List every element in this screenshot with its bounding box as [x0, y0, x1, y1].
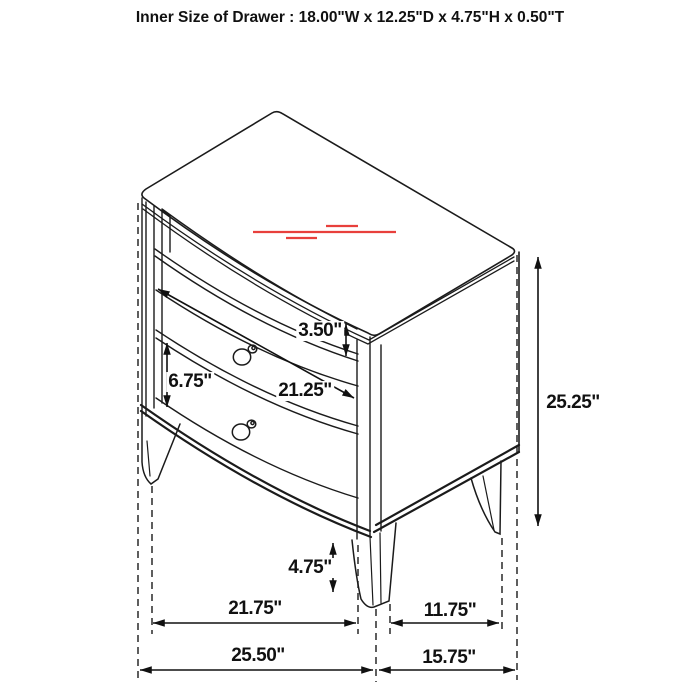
drawer-knob-2	[232, 420, 256, 440]
dimension-label-drawer-width: 21.25"	[278, 380, 332, 402]
red-annotation-marks	[253, 226, 396, 238]
dimension-label-overall-width: 25.50"	[231, 645, 285, 667]
drawer-2	[156, 338, 358, 498]
drawer-knob-1	[233, 345, 256, 365]
dimension-label-overall-depth: 15.75"	[422, 647, 476, 669]
front-right-post	[357, 337, 381, 539]
dimension-label-side-depth: 11.75"	[423, 600, 477, 622]
rear-right-leg	[471, 461, 501, 534]
dimension-label-overall-height: 25.25"	[546, 392, 600, 414]
dimension-label-leg-height: 4.75"	[288, 557, 332, 579]
left-front-stile	[142, 198, 162, 416]
top-surface	[142, 112, 515, 344]
dimension-label-opening-height: 3.50"	[298, 320, 342, 342]
dimension-label-drawer-section: 6.75"	[168, 371, 212, 393]
dimension-label-front-width: 21.75"	[228, 598, 282, 620]
nightstand	[141, 112, 519, 608]
page-title: Inner Size of Drawer : 18.00"W x 12.25"D x 4.75"H x 0.50"T	[135, 9, 565, 26]
